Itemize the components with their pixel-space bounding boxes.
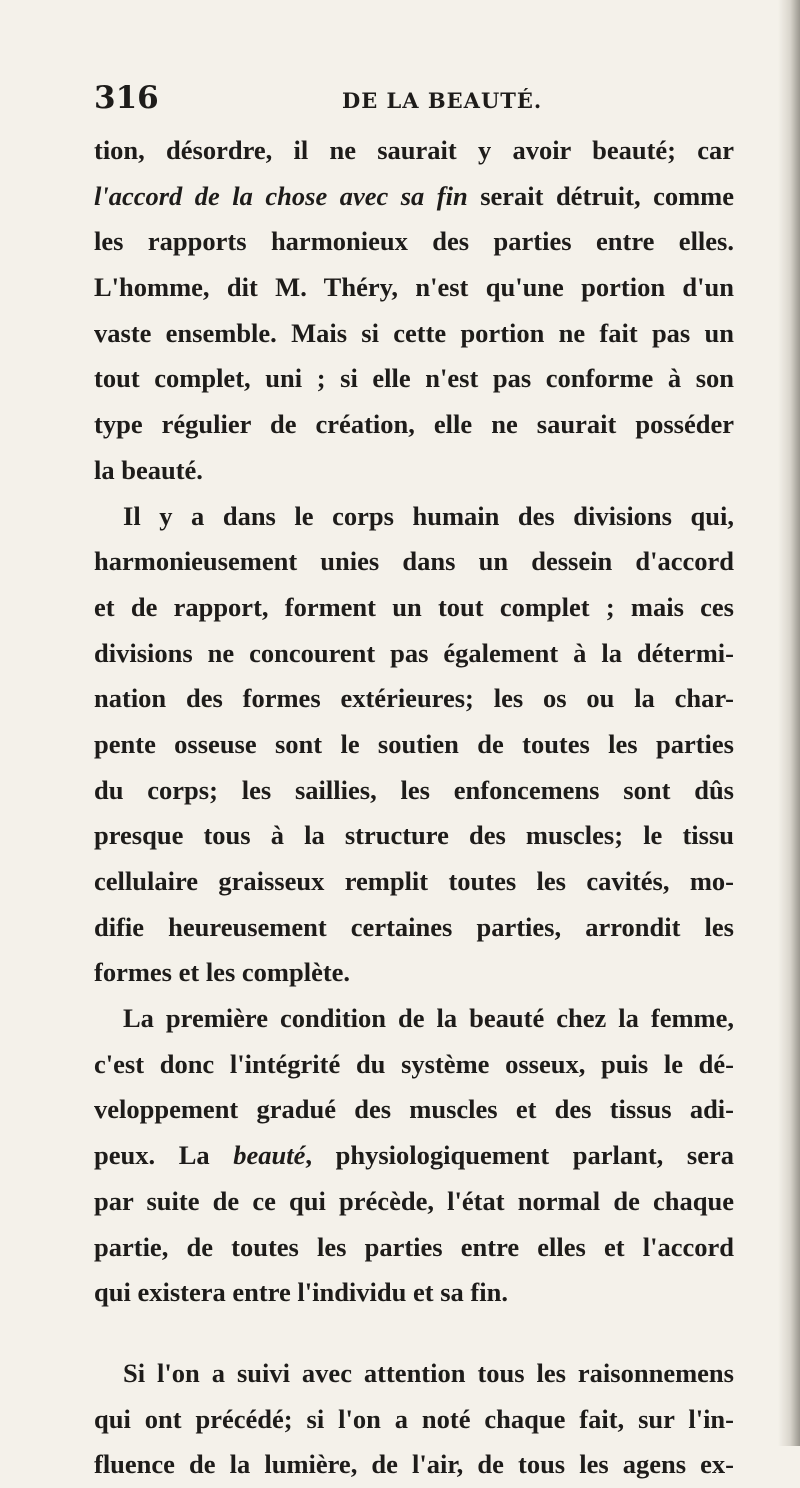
page-number: 316 bbox=[94, 80, 159, 116]
text-line: presque tous à la structure des muscles; le tissu bbox=[94, 820, 734, 851]
text-line: la beauté. bbox=[94, 454, 203, 485]
text-line: partie, de toutes les parties entre elles et l'accord bbox=[94, 1231, 734, 1262]
text-line: L'homme, dit M. Théry, n'est qu'une portion d'un bbox=[94, 272, 734, 303]
text-line: Il y a dans le corps humain des divisions qui, bbox=[123, 500, 734, 531]
text-line: type régulier de création, elle ne saurait posséder bbox=[94, 409, 734, 440]
text-line: divisions ne concourent pas également à la détermi- bbox=[94, 637, 734, 668]
text-line: tout complet, uni ; si elle n'est pas conforme à son bbox=[94, 363, 734, 394]
text-line: qui existera entre l'individu et sa fin. bbox=[94, 1277, 508, 1308]
paragraph-gap bbox=[94, 1316, 734, 1351]
text-line: c'est donc l'intégrité du système osseux, puis le dé- bbox=[94, 1048, 734, 1079]
text-line: peux. La beauté, physiologiquement parlant, sera bbox=[94, 1140, 734, 1171]
page-edge-shadow bbox=[778, 0, 800, 1446]
text-line: qui ont précédé; si l'on a noté chaque fait, sur l'in- bbox=[94, 1403, 734, 1434]
body-text bbox=[94, 128, 734, 1488]
text-line: pente osseuse sont le soutien de toutes les parties bbox=[94, 728, 734, 759]
running-title: DE LA BEAUTÉ. bbox=[342, 88, 543, 113]
text-line: Si l'on a suivi avec attention tous les raisonnemens bbox=[123, 1357, 734, 1388]
text-line: et de rapport, forment un tout complet ; mais ces bbox=[94, 591, 734, 622]
text-line: vaste ensemble. Mais si cette portion ne fait pas un bbox=[94, 317, 734, 348]
text-line: difie heureusement certaines parties, arrondit les bbox=[94, 911, 734, 942]
text-line: formes et les complète. bbox=[94, 957, 351, 988]
text-line: par suite de ce qui précède, l'état normal de chaque bbox=[94, 1185, 734, 1216]
text-line: cellulaire graisseux remplit toutes les cavités, mo- bbox=[94, 866, 734, 896]
text-line: l'accord de la chose avec sa fin serait détruit, comme bbox=[94, 180, 734, 211]
text-line: nation des formes extérieures; les os ou la char- bbox=[94, 683, 734, 714]
text-line: veloppement gradué des muscles et des tissus adi- bbox=[94, 1094, 734, 1125]
text-line: La première condition de la beauté chez la femme, bbox=[123, 1003, 734, 1034]
text-line: harmonieusement unies dans un dessein d'accord bbox=[94, 546, 734, 577]
text-line: du corps; les saillies, les enfoncemens sont dûs bbox=[94, 774, 734, 805]
running-header bbox=[94, 80, 734, 120]
text-line: les rapports harmonieux des parties entre elles. bbox=[94, 226, 734, 257]
text-line: fluence de la lumière, de l'air, de tous les agens ex- bbox=[94, 1449, 734, 1480]
text-line: tion, désordre, il ne saurait y avoir beauté; car bbox=[94, 135, 734, 165]
